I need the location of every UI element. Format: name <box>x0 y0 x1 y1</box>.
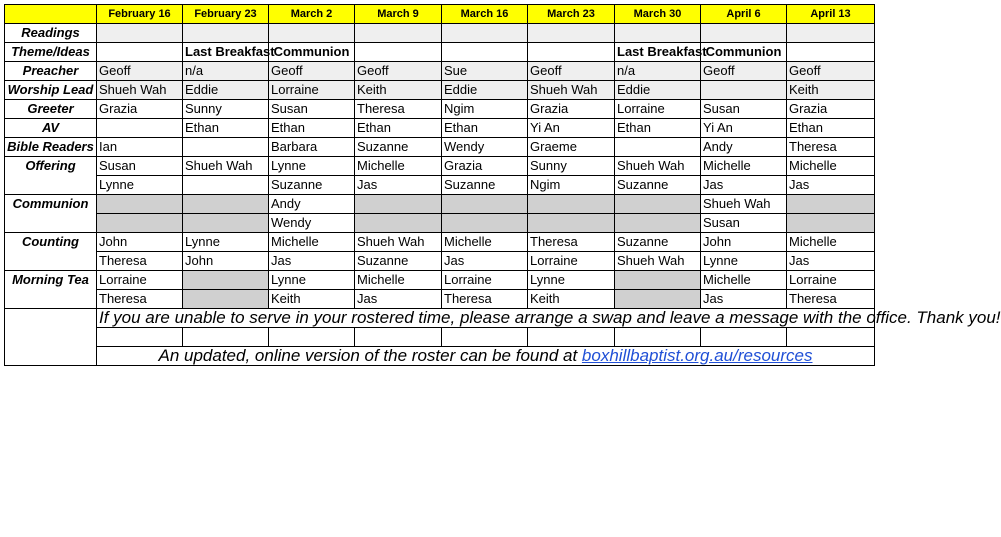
roster-cell: Ngim <box>442 100 528 119</box>
roster-cell <box>787 214 875 233</box>
date-header: April 6 <box>701 5 787 24</box>
spacer-cell <box>183 328 269 347</box>
roster-cell: Ethan <box>355 119 442 138</box>
role-label-preacher: Preacher <box>5 62 97 81</box>
roster-cell: Lynne <box>183 233 269 252</box>
date-header: March 30 <box>615 5 701 24</box>
roster-cell <box>615 214 701 233</box>
roster-cell: Michelle <box>355 271 442 290</box>
roster-cell: Suzanne <box>355 138 442 157</box>
roster-cell: Keith <box>269 290 355 309</box>
readings-cell <box>528 24 615 43</box>
roster-cell: Theresa <box>787 138 875 157</box>
roster-table <box>4 4 1001 366</box>
roster-cell: Michelle <box>701 157 787 176</box>
roster-cell: Eddie <box>615 81 701 100</box>
roster-cell <box>97 119 183 138</box>
roster-cell: Jas <box>701 290 787 309</box>
role-label-morning-tea: Morning Tea <box>5 271 97 309</box>
roster-cell <box>355 195 442 214</box>
spacer-cell <box>787 328 875 347</box>
roster-cell: Michelle <box>442 233 528 252</box>
roster-cell: Lynne <box>528 271 615 290</box>
roster-cell: Geoff <box>701 62 787 81</box>
roster-cell: John <box>183 252 269 271</box>
theme-cell <box>787 43 875 62</box>
roster-cell <box>97 195 183 214</box>
roster-cell: Yi An <box>528 119 615 138</box>
role-label-theme: Theme/Ideas <box>5 43 97 62</box>
table-row <box>5 119 875 138</box>
roster-cell: Shueh Wah <box>615 157 701 176</box>
roster-cell <box>442 195 528 214</box>
roster-cell: Jas <box>701 176 787 195</box>
roster-cell: Eddie <box>183 81 269 100</box>
roster-cell: Jas <box>269 252 355 271</box>
header-corner <box>5 5 97 24</box>
date-header: March 16 <box>442 5 528 24</box>
spacer-cell <box>528 328 615 347</box>
roster-cell: Susan <box>701 100 787 119</box>
roster-cell: Theresa <box>97 252 183 271</box>
roster-cell: Michelle <box>355 157 442 176</box>
roster-cell: Theresa <box>97 290 183 309</box>
table-row <box>5 233 875 252</box>
roster-cell: Jas <box>355 290 442 309</box>
roster-cell: Shueh Wah <box>183 157 269 176</box>
readings-cell <box>787 24 875 43</box>
roster-cell <box>615 195 701 214</box>
roster-link[interactable]: boxhillbaptist.org.au/resources <box>581 346 813 365</box>
online-roster-note <box>97 347 875 366</box>
table-row <box>5 81 875 100</box>
theme-cell <box>528 43 615 62</box>
roster-cell <box>183 195 269 214</box>
roster-cell: Michelle <box>787 233 875 252</box>
roster-cell: Shueh Wah <box>97 81 183 100</box>
roster-cell: Ian <box>97 138 183 157</box>
roster-cell <box>183 138 269 157</box>
roster-cell: Ethan <box>615 119 701 138</box>
roster-cell: Suzanne <box>615 176 701 195</box>
roster-cell: Grazia <box>97 100 183 119</box>
table-row <box>5 62 875 81</box>
table-row <box>5 138 875 157</box>
roster-cell <box>615 290 701 309</box>
roster-cell: Ethan <box>442 119 528 138</box>
readings-cell <box>97 24 183 43</box>
roster-cell: Lorraine <box>97 271 183 290</box>
roster-cell: Michelle <box>787 157 875 176</box>
table-row <box>5 43 875 62</box>
table-row <box>5 195 875 214</box>
role-label-greeter: Greeter <box>5 100 97 119</box>
roster-cell: Ngim <box>528 176 615 195</box>
roster-cell: Geoff <box>269 62 355 81</box>
theme-cell <box>355 43 442 62</box>
readings-cell <box>615 24 701 43</box>
roster-cell: Eddie <box>442 81 528 100</box>
roster-cell: Jas <box>442 252 528 271</box>
roster-cell <box>701 81 787 100</box>
roster-cell: Wendy <box>269 214 355 233</box>
role-label-communion: Communion <box>5 195 97 233</box>
roster-cell: Keith <box>528 290 615 309</box>
table-row <box>5 271 875 290</box>
role-label-offering: Offering <box>5 157 97 195</box>
roster-cell: Wendy <box>442 138 528 157</box>
spacer-cell <box>269 328 355 347</box>
roster-cell: Barbara <box>269 138 355 157</box>
roster-cell <box>355 214 442 233</box>
spacer-cell <box>355 328 442 347</box>
roster-cell: Andy <box>269 195 355 214</box>
roster-cell <box>615 271 701 290</box>
roster-cell: Lynne <box>97 176 183 195</box>
roster-cell: Theresa <box>355 100 442 119</box>
roster-cell: Susan <box>97 157 183 176</box>
role-label-av: AV <box>5 119 97 138</box>
readings-cell <box>269 24 355 43</box>
readings-cell <box>355 24 442 43</box>
table-row <box>5 100 875 119</box>
roster-cell: Theresa <box>528 233 615 252</box>
roster-cell: Grazia <box>442 157 528 176</box>
roster-cell <box>183 214 269 233</box>
roster-cell: Lorraine <box>615 100 701 119</box>
table-row <box>5 252 875 271</box>
roster-cell: Grazia <box>787 100 875 119</box>
roster-cell: Jas <box>787 252 875 271</box>
spacer-cell <box>615 328 701 347</box>
roster-cell: Lynne <box>269 271 355 290</box>
date-header: February 23 <box>183 5 269 24</box>
roster-cell: Suzanne <box>269 176 355 195</box>
roster-cell: Lorraine <box>528 252 615 271</box>
roster-cell <box>183 290 269 309</box>
role-label-bible-readers: Bible Readers <box>5 138 97 157</box>
roster-cell <box>183 176 269 195</box>
date-header: March 23 <box>528 5 615 24</box>
table-row <box>5 24 875 43</box>
theme-cell: Communion <box>269 43 355 62</box>
role-label-worship-lead: Worship Lead <box>5 81 97 100</box>
roster-cell: Geoff <box>355 62 442 81</box>
roster-cell: n/a <box>615 62 701 81</box>
roster-cell: Keith <box>787 81 875 100</box>
roster-cell: Michelle <box>269 233 355 252</box>
roster-cell: Shueh Wah <box>355 233 442 252</box>
table-row <box>5 214 875 233</box>
roster-cell: Ethan <box>183 119 269 138</box>
spacer-cell <box>701 328 787 347</box>
table-row <box>5 157 875 176</box>
roster-cell <box>528 195 615 214</box>
theme-cell: Communion <box>701 43 787 62</box>
roster-cell: Theresa <box>442 290 528 309</box>
roster-cell: Susan <box>701 214 787 233</box>
online-note-text: An updated, online version of the roster can be found at <box>158 346 578 365</box>
roster-cell <box>615 138 701 157</box>
roster-cell: Suzanne <box>615 233 701 252</box>
roster-cell: Lorraine <box>269 81 355 100</box>
roster-cell: Graeme <box>528 138 615 157</box>
readings-cell <box>701 24 787 43</box>
roster-cell: Theresa <box>787 290 875 309</box>
roster-cell: Susan <box>269 100 355 119</box>
readings-cell <box>442 24 528 43</box>
table-row <box>5 5 875 24</box>
roster-cell: Geoff <box>97 62 183 81</box>
roster-cell: Shueh Wah <box>701 195 787 214</box>
theme-cell: Last Breakfast <box>183 43 269 62</box>
spacer-cell <box>442 328 528 347</box>
roster-cell <box>442 214 528 233</box>
roster-cell: Shueh Wah <box>528 81 615 100</box>
roster-cell: Suzanne <box>442 176 528 195</box>
spacer-cell <box>97 328 183 347</box>
date-header: February 16 <box>97 5 183 24</box>
date-header: April 13 <box>787 5 875 24</box>
role-label-counting: Counting <box>5 233 97 271</box>
roster-cell: Jas <box>787 176 875 195</box>
roster-cell: Sunny <box>183 100 269 119</box>
table-row <box>5 309 875 328</box>
roster-cell: Suzanne <box>355 252 442 271</box>
roster-cell: Yi An <box>701 119 787 138</box>
roster-cell: Michelle <box>701 271 787 290</box>
date-header: March 2 <box>269 5 355 24</box>
table-row <box>5 176 875 195</box>
roster-cell: n/a <box>183 62 269 81</box>
roster-cell: Lorraine <box>442 271 528 290</box>
date-header: March 9 <box>355 5 442 24</box>
table-row <box>5 328 875 347</box>
roster-cell: Sunny <box>528 157 615 176</box>
roster-cell: Grazia <box>528 100 615 119</box>
roster-cell: Lynne <box>701 252 787 271</box>
theme-cell <box>97 43 183 62</box>
roster-cell: Andy <box>701 138 787 157</box>
roster-cell: John <box>97 233 183 252</box>
table-row <box>5 290 875 309</box>
roster-cell <box>97 214 183 233</box>
roster-cell: Ethan <box>787 119 875 138</box>
table-row <box>5 347 875 366</box>
roster-cell: Geoff <box>528 62 615 81</box>
roster-cell: Geoff <box>787 62 875 81</box>
roster-cell: Jas <box>355 176 442 195</box>
roster-cell: Shueh Wah <box>615 252 701 271</box>
readings-cell <box>183 24 269 43</box>
roster-cell <box>787 195 875 214</box>
theme-cell: Last Breakfast <box>615 43 701 62</box>
footer-blank <box>5 309 97 366</box>
role-label-readings: Readings <box>5 24 97 43</box>
roster-cell <box>183 271 269 290</box>
roster-cell: Sue <box>442 62 528 81</box>
swap-message: If you are unable to serve in your rostered time, please arrange a swap and leave a message with the office. Thank you! <box>97 309 875 328</box>
roster-cell: John <box>701 233 787 252</box>
roster-cell: Lynne <box>269 157 355 176</box>
roster-cell: Ethan <box>269 119 355 138</box>
roster-cell <box>528 214 615 233</box>
roster-cell: Lorraine <box>787 271 875 290</box>
roster-cell: Keith <box>355 81 442 100</box>
theme-cell <box>442 43 528 62</box>
